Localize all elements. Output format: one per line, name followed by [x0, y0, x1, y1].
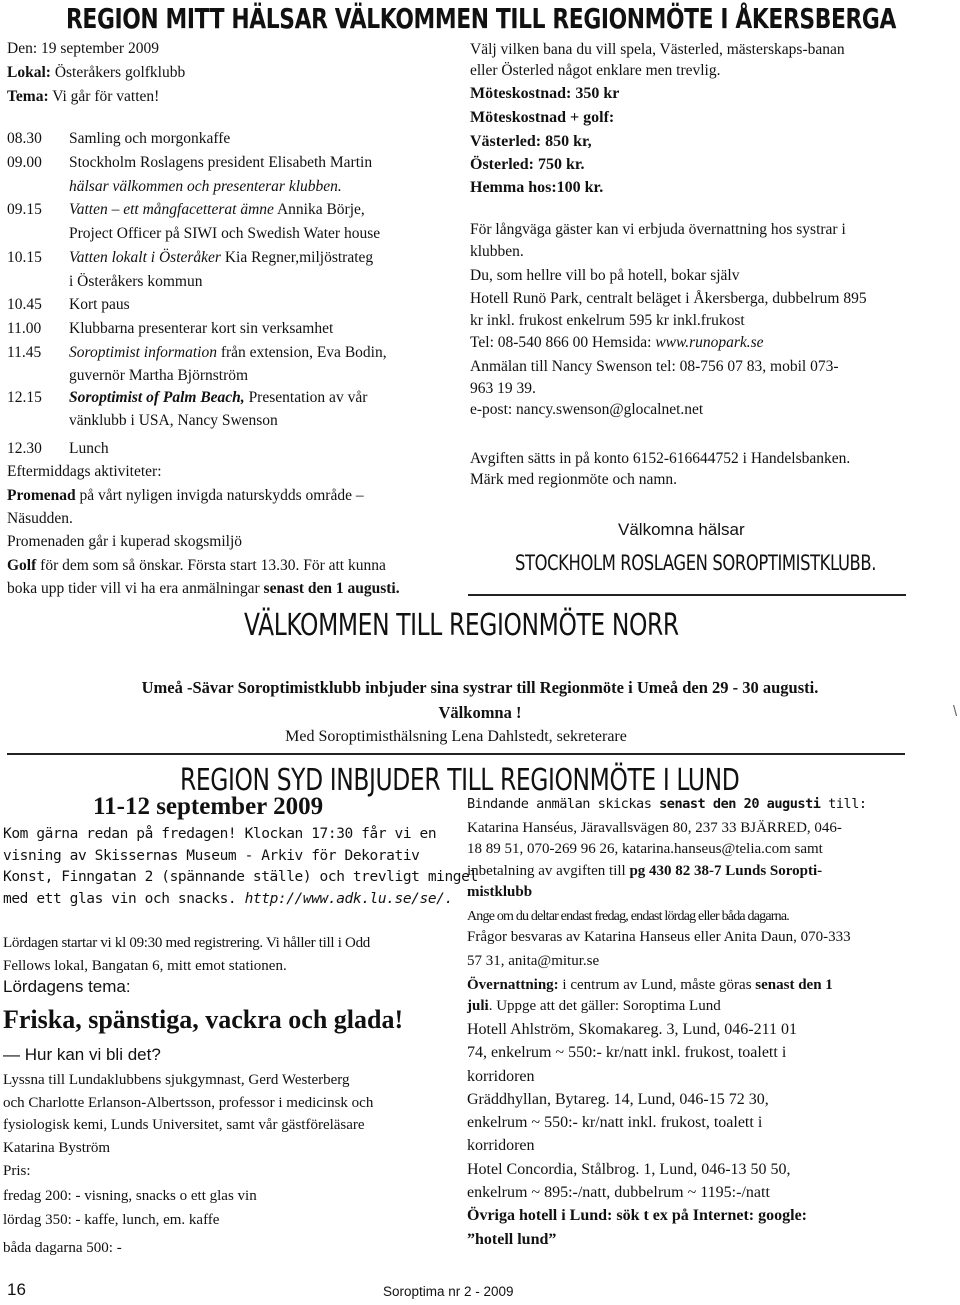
- registration-line: Katarina Hanséus, Järavallsvägen 80, 237 33 BJÄRRED, 046-: [467, 820, 842, 836]
- promenad-cont: Näsudden.: [7, 510, 73, 527]
- schedule-row-cont: i Österåkers kommun: [69, 273, 203, 290]
- golf-course-line: Välj vilken bana du vill spela, Västerled, mästerskaps-banan: [470, 41, 845, 58]
- lecture-line: Lyssna till Lundaklubbens sjukgymnast, Gerd Westerberg: [3, 1072, 350, 1088]
- cost-line: Västerled: 850 kr,: [470, 133, 592, 150]
- stay-line: kr inkl. frukost enkelrum 595 kr inkl.frukost: [470, 312, 745, 329]
- fee-line: Avgiften sätts in på konto 6152-616644752 i Handelsbanken.: [470, 450, 851, 467]
- saturday-line: Lördagen startar vi kl 09:30 med registrering. Vi håller till i Odd: [3, 935, 370, 951]
- info-venue: Lokal: Österåkers golfklubb: [7, 64, 186, 81]
- schedule-row-cont: vänklubb i USA, Nancy Swenson: [69, 412, 278, 429]
- theme-title: Friska, spänstiga, vackra och glada!: [3, 1005, 404, 1034]
- schedule-row-cont: hälsar välkommen och presenterar klubben.: [69, 178, 342, 195]
- norr-invite: Umeå -Sävar Soroptimistklubb inbjuder sina systrar till Regionmöte i Umeå den 29 - 30 augusti.: [141, 678, 819, 697]
- hotel-line: enkelrum ~ 895:-/natt, dubbelrum ~ 1195:-/natt: [467, 1184, 770, 1202]
- stay-line: Hotell Runö Park, centralt beläget i Åkersberga, dubbelrum 895: [470, 290, 867, 307]
- golf-course-line: eller Österled något enklare men trevlig.: [470, 62, 721, 79]
- hotel-line: Hotell Ahlström, Skomakareg. 3, Lund, 046-211 01: [467, 1021, 798, 1038]
- lecture-line: Katarina Byström: [3, 1140, 111, 1156]
- info-date: Den: 19 september 2009: [7, 40, 159, 57]
- syd-registration: Bindande anmälan skickas senast den 20 augusti till:: [467, 796, 867, 812]
- lecture-line: och Charlotte Erlanson-Albertsson, professor i medicinsk och: [3, 1095, 374, 1111]
- registration-line: Frågor besvaras av Katarina Hanseus eller Anita Daun, 070-333: [467, 929, 851, 945]
- section-divider: [7, 753, 905, 755]
- stray-mark: \: [953, 703, 958, 720]
- hotel-line: enkelrum ~ 550:- kr/natt inkl. frukost, toalett i: [467, 1114, 763, 1132]
- syd-intro: Kom gärna redan på fredagen! Klockan 17:30 får vi en visning av Skissernas Museum - Arkiv för Dekorativ Konst, Finngatan 2 (spännande ställe) och trevligt mingel med ett glas vin och snacks. http://www.adk.lu.se/se/.: [3, 826, 478, 907]
- theme-question: — Hur kan vi bli det?: [3, 1045, 161, 1064]
- mitt-heading: REGION MITT HÄLSAR VÄLKOMMEN TILL REGIONMÖTE I ÅKERSBERGA: [66, 2, 896, 35]
- section-divider: [468, 594, 906, 596]
- cost-line: Möteskostnad: 350 kr: [470, 85, 620, 102]
- other-hotels-search: ”hotell lund”: [467, 1230, 557, 1248]
- stay-line: klubben.: [470, 243, 524, 260]
- price-label: Pris:: [3, 1163, 31, 1179]
- signup-line: 963 19 39.: [470, 380, 536, 397]
- hotel-line: Hotel Concordia, Stålbrog. 1, Lund, 046-13 50 50,: [467, 1160, 791, 1178]
- registration-line: inbetalning av avgiften till pg 430 82 38-7 Lunds Soropti-: [467, 863, 823, 879]
- syd-heading: REGION SYD INBJUDER TILL REGIONMÖTE I LUND: [180, 763, 740, 798]
- hotel-website-link[interactable]: www.runopark.se: [655, 334, 764, 351]
- overnight-line: juli. Uppge att det gäller: Soroptima Lund: [467, 998, 721, 1014]
- afternoon-label: Eftermiddags aktiviteter:: [7, 463, 162, 480]
- hotel-line: 74, enkelrum ~ 550:- kr/natt inkl. frukost, toalett i: [467, 1044, 787, 1062]
- price-line: lördag 350: - kaffe, lunch, em. kaffe: [3, 1212, 220, 1228]
- saturday-line: Fellows lokal, Bangatan 6, mitt emot stationen.: [3, 958, 287, 974]
- golf-line: Golf för dem som så önskar. Första start 13.30. För att kunna: [7, 557, 386, 574]
- signup-email[interactable]: e-post: nancy.swenson@glocalnet.net: [470, 401, 704, 418]
- norr-signature: Med Soroptimisthälsning Lena Dahlstedt, sekreterare: [285, 728, 627, 745]
- magazine-footer: Soroptima nr 2 - 2009: [383, 1284, 514, 1299]
- signup-line: Anmälan till Nancy Swenson tel: 08-756 07 83, mobil 073-: [470, 358, 839, 375]
- museum-link[interactable]: http://www.adk.lu.se/se/.: [244, 890, 453, 907]
- price-line: båda dagarna 500: -: [3, 1240, 122, 1256]
- schedule-row-cont: guvernör Martha Björnström: [69, 367, 249, 384]
- info-theme: Tema: Vi går för vatten!: [7, 88, 160, 105]
- promenad-line: Promenad på vårt nyligen invigda naturskydds område –: [7, 487, 364, 504]
- hotel-contact: Tel: 08-540 866 00 Hemsida: www.runopark.se: [470, 334, 764, 351]
- promenad-line2: Promenaden går i kuperad skogsmiljö: [7, 533, 243, 550]
- cost-line: Hemma hos:100 kr.: [470, 179, 604, 196]
- price-line: fredag 200: - visning, snacks o ett glas vin: [3, 1188, 257, 1204]
- overnight-line: Övernattning: i centrum av Lund, måste göras senast den 1: [467, 977, 833, 993]
- registration-line: mistklubb: [467, 884, 533, 900]
- mitt-schedule: 08.30 Samling och morgonkaffe 09.00 Stockholm Roslagens president Elisabeth Martin hälsar välkommen och presenterar klubben. 09.15 Vatten – ett mångfacetterat ämne Annika Börje, Project Officer på SIWI och Swedish Water house 10.15 Vatten lokalt i Österåker Kia Regner,miljöstrateg i Österåkers kommun 10.45 Kort paus 11.00 Klubbarna presenterar kort sin verksamhet 11.45 Soroptimist information från extension, Eva Bodin, guvernör Martha Björnström 12.15 Soroptimist of Palm Beach, Presentation av vår vänklubb i USA, Nancy Swenson 12.30 Lunch: [7, 130, 387, 457]
- lecture-line: fysiologisk kemi, Lunds Universitet, samt vår gästföreläsare: [3, 1117, 365, 1133]
- norr-welcome: Välkomna !: [438, 703, 522, 722]
- registration-line: 57 31, anita@mitur.se: [467, 953, 600, 969]
- hotel-list: [467, 1018, 807, 1251]
- welcome-text: Välkomna hälsar: [618, 520, 745, 539]
- theme-label: Lördagens tema:: [3, 977, 131, 996]
- cost-line: Österled: 750 kr.: [470, 156, 585, 173]
- hotel-line: korridoren: [467, 1137, 535, 1155]
- other-hotels: Övriga hotell i Lund: sök t ex på Internet: google:: [467, 1207, 807, 1225]
- schedule-row-cont: Project Officer på SIWI och Swedish Water house: [69, 225, 381, 242]
- hotel-line: korridoren: [467, 1067, 535, 1085]
- syd-dates: 11-12 september 2009: [93, 793, 324, 820]
- cost-line: Möteskostnad + golf:: [470, 109, 615, 126]
- golf-cont: boka upp tider vill vi ha era anmälningar senast den 1 augusti.: [7, 580, 400, 597]
- stay-line: För långväga gäster kan vi erbjuda övernattning hos systrar i: [470, 221, 846, 238]
- registration-line: Ange om du deltar endast fredag, endast lördag eller båda dagarna.: [467, 909, 789, 924]
- norr-heading: VÄLKOMMEN TILL REGIONMÖTE NORR: [244, 608, 679, 643]
- hotel-line: Gräddhyllan, Bytareg. 14, Lund, 046-15 72 30,: [467, 1090, 769, 1108]
- club-signature: STOCKHOLM ROSLAGEN SOROPTIMISTKLUBB.: [515, 551, 877, 575]
- page-number: 16: [7, 1280, 26, 1299]
- registration-line: 18 89 51, 070-269 96 26, katarina.hanseus@telia.com samt: [467, 841, 823, 857]
- fee-line: Märk med regionmöte och namn.: [470, 471, 678, 488]
- stay-line: Du, som hellre vill bo på hotell, bokar själv: [470, 267, 740, 284]
